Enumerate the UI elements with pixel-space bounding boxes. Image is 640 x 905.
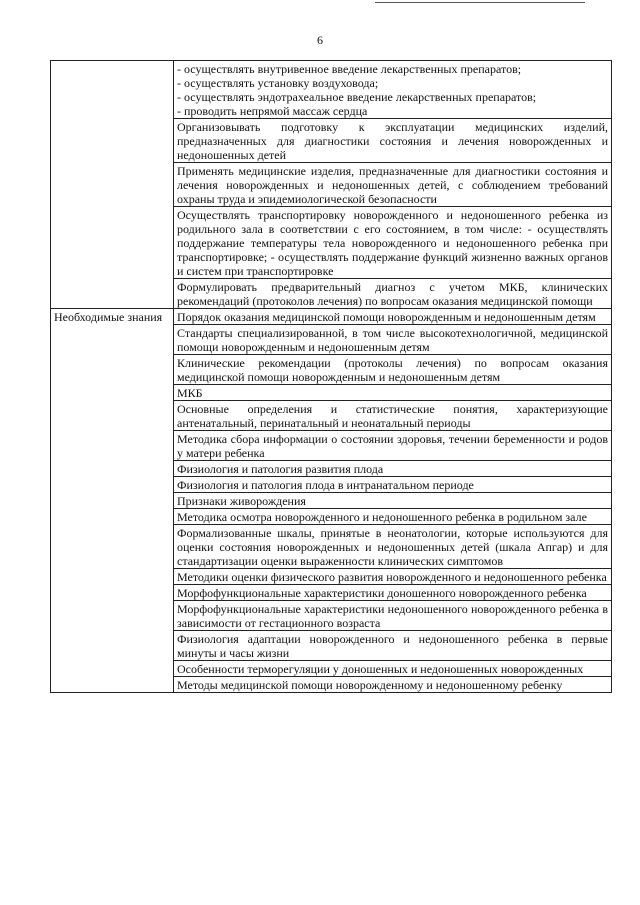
table-row	[51, 309, 612, 325]
table-cell	[174, 61, 612, 119]
list-item: - осуществлять установку воздуховода;	[177, 76, 379, 90]
table-cell: Стандарты специализированной, в том числе высокотехнологичной, медицинской помощи новорожденным и недоношенным детям	[174, 325, 612, 355]
table-cell: Методы медицинской помощи новорожденному и недоношенному ребенку	[174, 677, 612, 693]
table-cell: Методика сбора информации о состоянии здоровья, течении беременности и родов у матери ребенка	[174, 431, 612, 461]
table-cell: Особенности терморегуляции у доношенных и недоношенных новорожденных	[174, 661, 612, 677]
skills-label-cell	[51, 61, 174, 309]
table-cell: Организовывать подготовку к эксплуатации медицинских изделий, предназначенных для диагностики состояния и лечения новорожденных и недоношенных детей	[174, 119, 612, 163]
table-cell: МКБ	[174, 385, 612, 401]
table-row	[51, 61, 612, 119]
table-cell: Клинические рекомендации (протоколы лечения) по вопросам оказания медицинской помощи новорожденным и недоношенным детям	[174, 355, 612, 385]
list-item: - проводить непрямой массаж сердца	[177, 104, 368, 118]
table-cell: Признаки живорождения	[174, 493, 612, 509]
table-cell: Морфофункциональные характеристики недоношенного новорожденного ребенка в зависимости от гестационного возраста	[174, 601, 612, 631]
knowledge-label: Необходимые знания	[51, 309, 174, 693]
table-cell: Основные определения и статистические понятия, характеризующие антенатальный, перинатальный и неонатальный периоды	[174, 401, 612, 431]
table-cell: Применять медицинские изделия, предназначенные для диагностики состояния и лечения новорожденных и недоношенных детей, с соблюдением требований охраны труда и эпидемиологической безопасности	[174, 163, 612, 207]
table-cell: Физиология адаптации новорожденного и недоношенного ребенка в первые минуты и часы жизни	[174, 631, 612, 661]
top-rule	[375, 2, 585, 3]
page-number: 6	[317, 33, 323, 47]
competency-table	[50, 60, 612, 693]
list-item: - осуществлять внутривенное введение лекарственных препаратов;	[177, 62, 522, 76]
list-item: - осуществлять эндотрахеальное введение лекарственных препаратов;	[177, 90, 537, 104]
table-cell: Порядок оказания медицинской помощи новорожденным и недоношенным детям	[174, 309, 612, 325]
table-cell: Формализованные шкалы, принятые в неонатологии, которые используются для оценки состояния новорожденных и недоношенных детей (шкала Апгар) и для стандартизации оценки выраженности клинических симптомов	[174, 525, 612, 569]
table-cell: Методики оценки физического развития новорожденного и недоношенного ребенка	[174, 569, 612, 585]
table-cell: Осуществлять транспортировку новорожденного и недоношенного ребенка из родильного зала в соответствии с его состоянием, в том числе: - осуществлять поддержание температуры тела новорожденного и недоношенного ребенка при транспортировке; - осуществлять поддержание функций жизненно важных органов и систем при транспортировке	[174, 207, 612, 279]
table-cell: Физиология и патология развития плода	[174, 461, 612, 477]
table-cell: Методика осмотра новорожденного и недоношенного ребенка в родильном зале	[174, 509, 612, 525]
table-cell: Морфофункциональные характеристики доношенного новорожденного ребенка	[174, 585, 612, 601]
table-cell: Физиология и патология плода в интранатальном периоде	[174, 477, 612, 493]
table-cell: Формулировать предварительный диагноз с учетом МКБ, клинических рекомендаций (протоколов лечения) по вопросам оказания медицинской помощи	[174, 279, 612, 309]
